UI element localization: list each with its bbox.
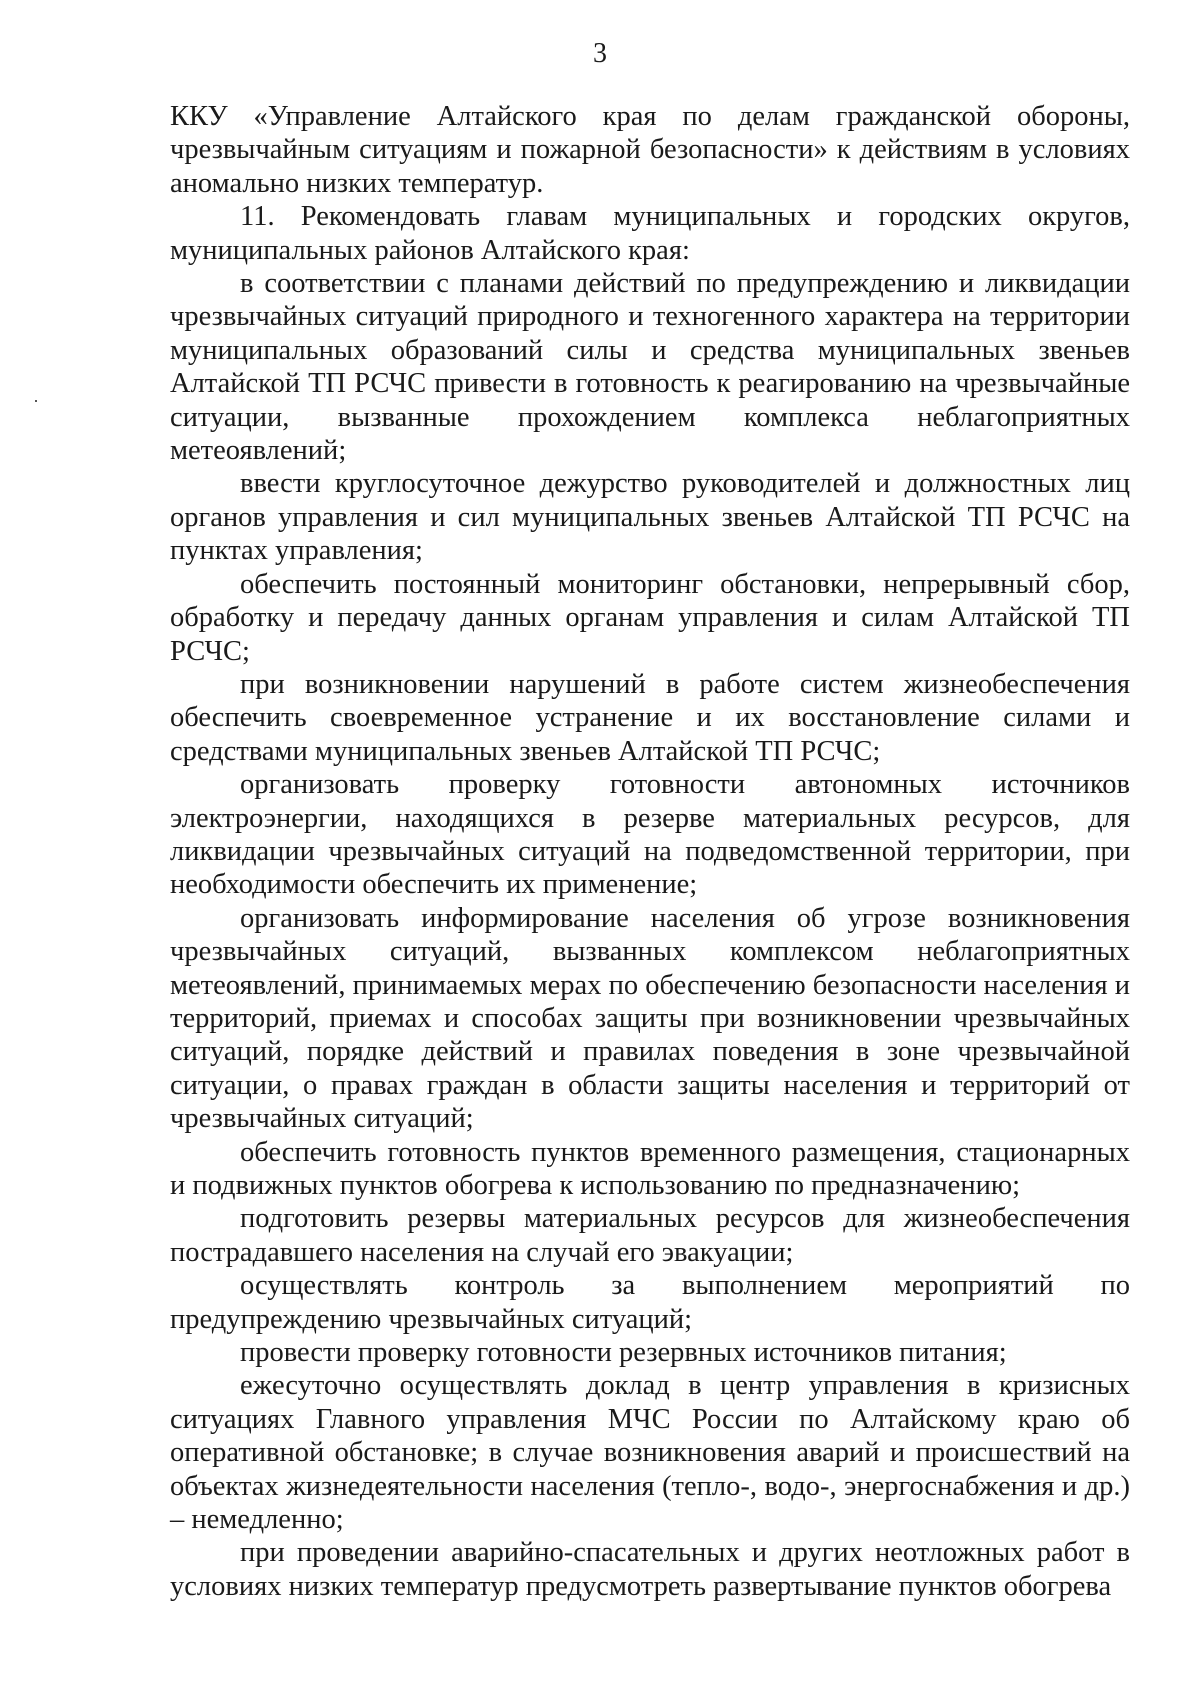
scan-speck — [35, 400, 37, 402]
page-number: 3 — [593, 38, 607, 69]
document-body — [170, 100, 1130, 1603]
paragraph-item-11: 11. Рекомендовать главам муниципальных и городских округов, муниципальных районов Алтайского края: — [170, 201, 1130, 266]
paragraph-reserves: подготовить резервы материальных ресурсов для жизнеобеспечения пострадавшего населения на случай его эвакуации; — [170, 1203, 1130, 1268]
paragraph-control: осуществлять контроль за выполнением мероприятий по предупреждению чрезвычайных ситуаций; — [170, 1270, 1130, 1335]
paragraph-readiness: в соответствии с планами действий по предупреждению и ликвидации чрезвычайных ситуаций природного и техногенного характера на территории муниципальных образований силы и средства муниципальных звеньев Алтайской ТП РСЧС привести в готовность к реагированию на чрезвычайные ситуации, вызванные прохождением комплекса неблагоприятных метеоявлений; — [170, 268, 1130, 467]
paragraph-monitoring: обеспечить постоянный мониторинг обстановки, непрерывный сбор, обработку и передачу данных органам управления и силам Алтайской ТП РСЧС; — [170, 568, 1130, 667]
paragraph-informing: организовать информирование населения об угрозе возникновения чрезвычайных ситуаций, вызванных комплексом неблагоприятных метеоявлений, принимаемых мерах по обеспечению безопасности населения и территорий, приемах и способах защиты при возникновении чрезвычайных ситуаций, порядке действий и правилах поведения в зоне чрезвычайной ситуации, о правах граждан в области защиты населения и территорий от чрезвычайных ситуаций; — [170, 902, 1130, 1135]
paragraph-daily-report: ежесуточно осуществлять доклад в центр управления в кризисных ситуациях Главного управления МЧС России по Алтайскому краю об оперативной обстановке; в случае возникновения аварий и происшествий на объектах жизнедеятельности населения (тепло-, водо-, энергоснабжения и др.) – немедленно; — [170, 1370, 1130, 1536]
paragraph-life-support: при возникновении нарушений в работе систем жизнеобеспечения обеспечить своевременное устранение и их восстановление силами и средствами муниципальных звеньев Алтайской ТП РСЧС; — [170, 668, 1130, 767]
paragraph-duty: ввести круглосуточное дежурство руководителей и должностных лиц органов управления и сил муниципальных звеньев Алтайской ТП РСЧС на пунктах управления; — [170, 468, 1130, 567]
paragraph-rescue-works: при проведении аварийно-спасательных и других неотложных работ в условиях низких температур предусмотреть развертывание пунктов обогрева — [170, 1537, 1130, 1602]
paragraph-heating-points: обеспечить готовность пунктов временного размещения, стационарных и подвижных пунктов обогрева к использованию по предназначению; — [170, 1136, 1130, 1201]
paragraph-continuation: ККУ «Управление Алтайского края по делам гражданской обороны, чрезвычайным ситуациям и пожарной безопасности» к действиям в условиях аномально низких температур. — [170, 101, 1130, 199]
paragraph-backup-power: провести проверку готовности резервных источников питания; — [240, 1337, 1007, 1369]
paragraph-power-sources: организовать проверку готовности автономных источников электроэнергии, находящихся в резерве материальных ресурсов, для ликвидации чрезвычайных ситуаций на подведомственной территории, при необходимости обеспечить их применение; — [170, 769, 1130, 901]
